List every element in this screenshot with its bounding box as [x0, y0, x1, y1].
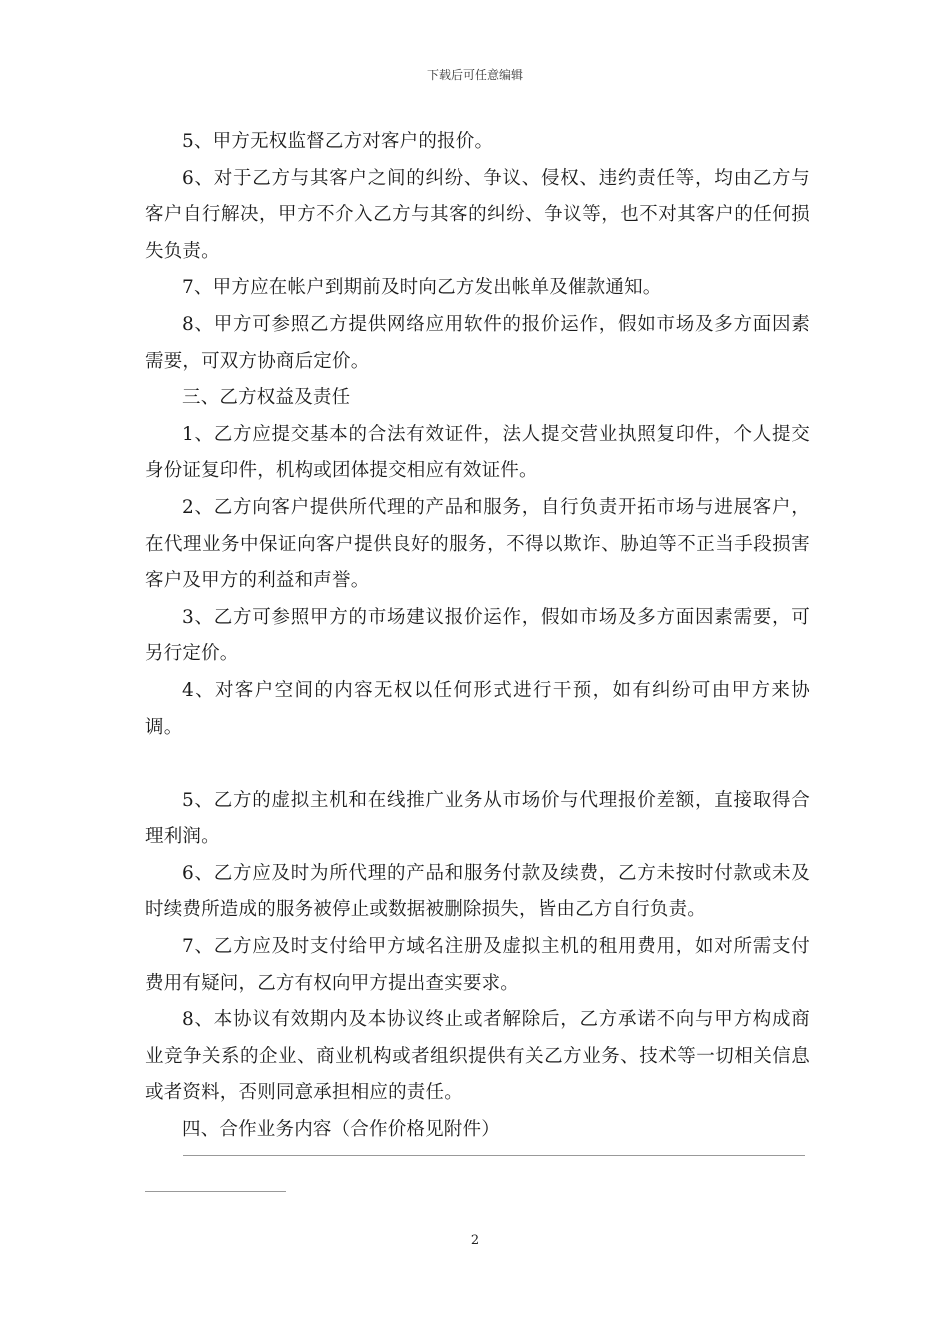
paragraph-b7: 7、乙方应及时支付给甲方域名注册及虚拟主机的租用费用，如对所需支付费用有疑问，乙方有权向甲方提出查实要求。: [145, 936, 810, 994]
paragraph-b1: 1、乙方应提交基本的合法有效证件，法人提交营业执照复印件，个人提交身份证复印件，机构或团体提交相应有效证件。: [145, 423, 810, 482]
paragraph-b5: 5、乙方的虚拟主机和在线推广业务从市场价与代理报价差额，直接取得合理利润。: [145, 789, 810, 848]
section-heading-4: 四、合作业务内容（合作价格见附件）: [182, 1119, 500, 1141]
paragraph-a7: 7、甲方应在帐户到期前及时向乙方发出帐单及催款通知。: [182, 277, 662, 299]
paragraph-b4: 4、对客户空间的内容无权以任何形式进行干预，如有纠纷可由甲方来协调。: [145, 679, 810, 738]
paragraph-b8: 8、本协议有效期内及本协议终止或者解除后，乙方承诺不向与甲方构成商业竞争关系的企业、商业机构或者组织提供有关乙方业务、技术等一切相关信息或者资料，否则同意承担相应的责任。: [145, 1009, 810, 1104]
document-body: [145, 124, 810, 1149]
fill-in-line-short: [145, 1191, 286, 1192]
fill-in-line-long: [183, 1155, 805, 1156]
page-header: 下载后可任意编辑: [426, 68, 523, 82]
paragraph-a5: 5、甲方无权监督乙方对客户的报价。: [182, 131, 494, 152]
paragraph-a6: 6、对于乙方与其客户之间的纠纷、争议、侵权、违约责任等，均由乙方与客户自行解决，甲方不介入乙方与其客的纠纷、争议等，也不对其客户的任何损失负责。: [145, 167, 810, 262]
paragraph-b2: 2、乙方向客户提供所代理的产品和服务，自行负责开拓市场与进展客户，在代理业务中保证向客户提供良好的服务，不得以欺诈、胁迫等不正当手段损害客户及甲方的利益和声誉。: [145, 496, 810, 592]
blank-line: [145, 746, 810, 783]
paragraph-b3: 3、乙方可参照甲方的市场建议报价运作，假如市场及多方面因素需要，可另行定价。: [145, 606, 810, 665]
paragraph-b6: 6、乙方应及时为所代理的产品和服务付款及续费，乙方未按时付款或未及时续费所造成的服务被停止或数据被删除损失，皆由乙方自行负责。: [145, 862, 810, 921]
page-number: 2: [470, 1233, 480, 1248]
paragraph-a8: 8、甲方可参照乙方提供网络应用软件的报价运作，假如市场及多方面因素需要，可双方协商后定价。: [145, 313, 810, 372]
section-heading-3: 三、乙方权益及责任: [182, 387, 351, 409]
